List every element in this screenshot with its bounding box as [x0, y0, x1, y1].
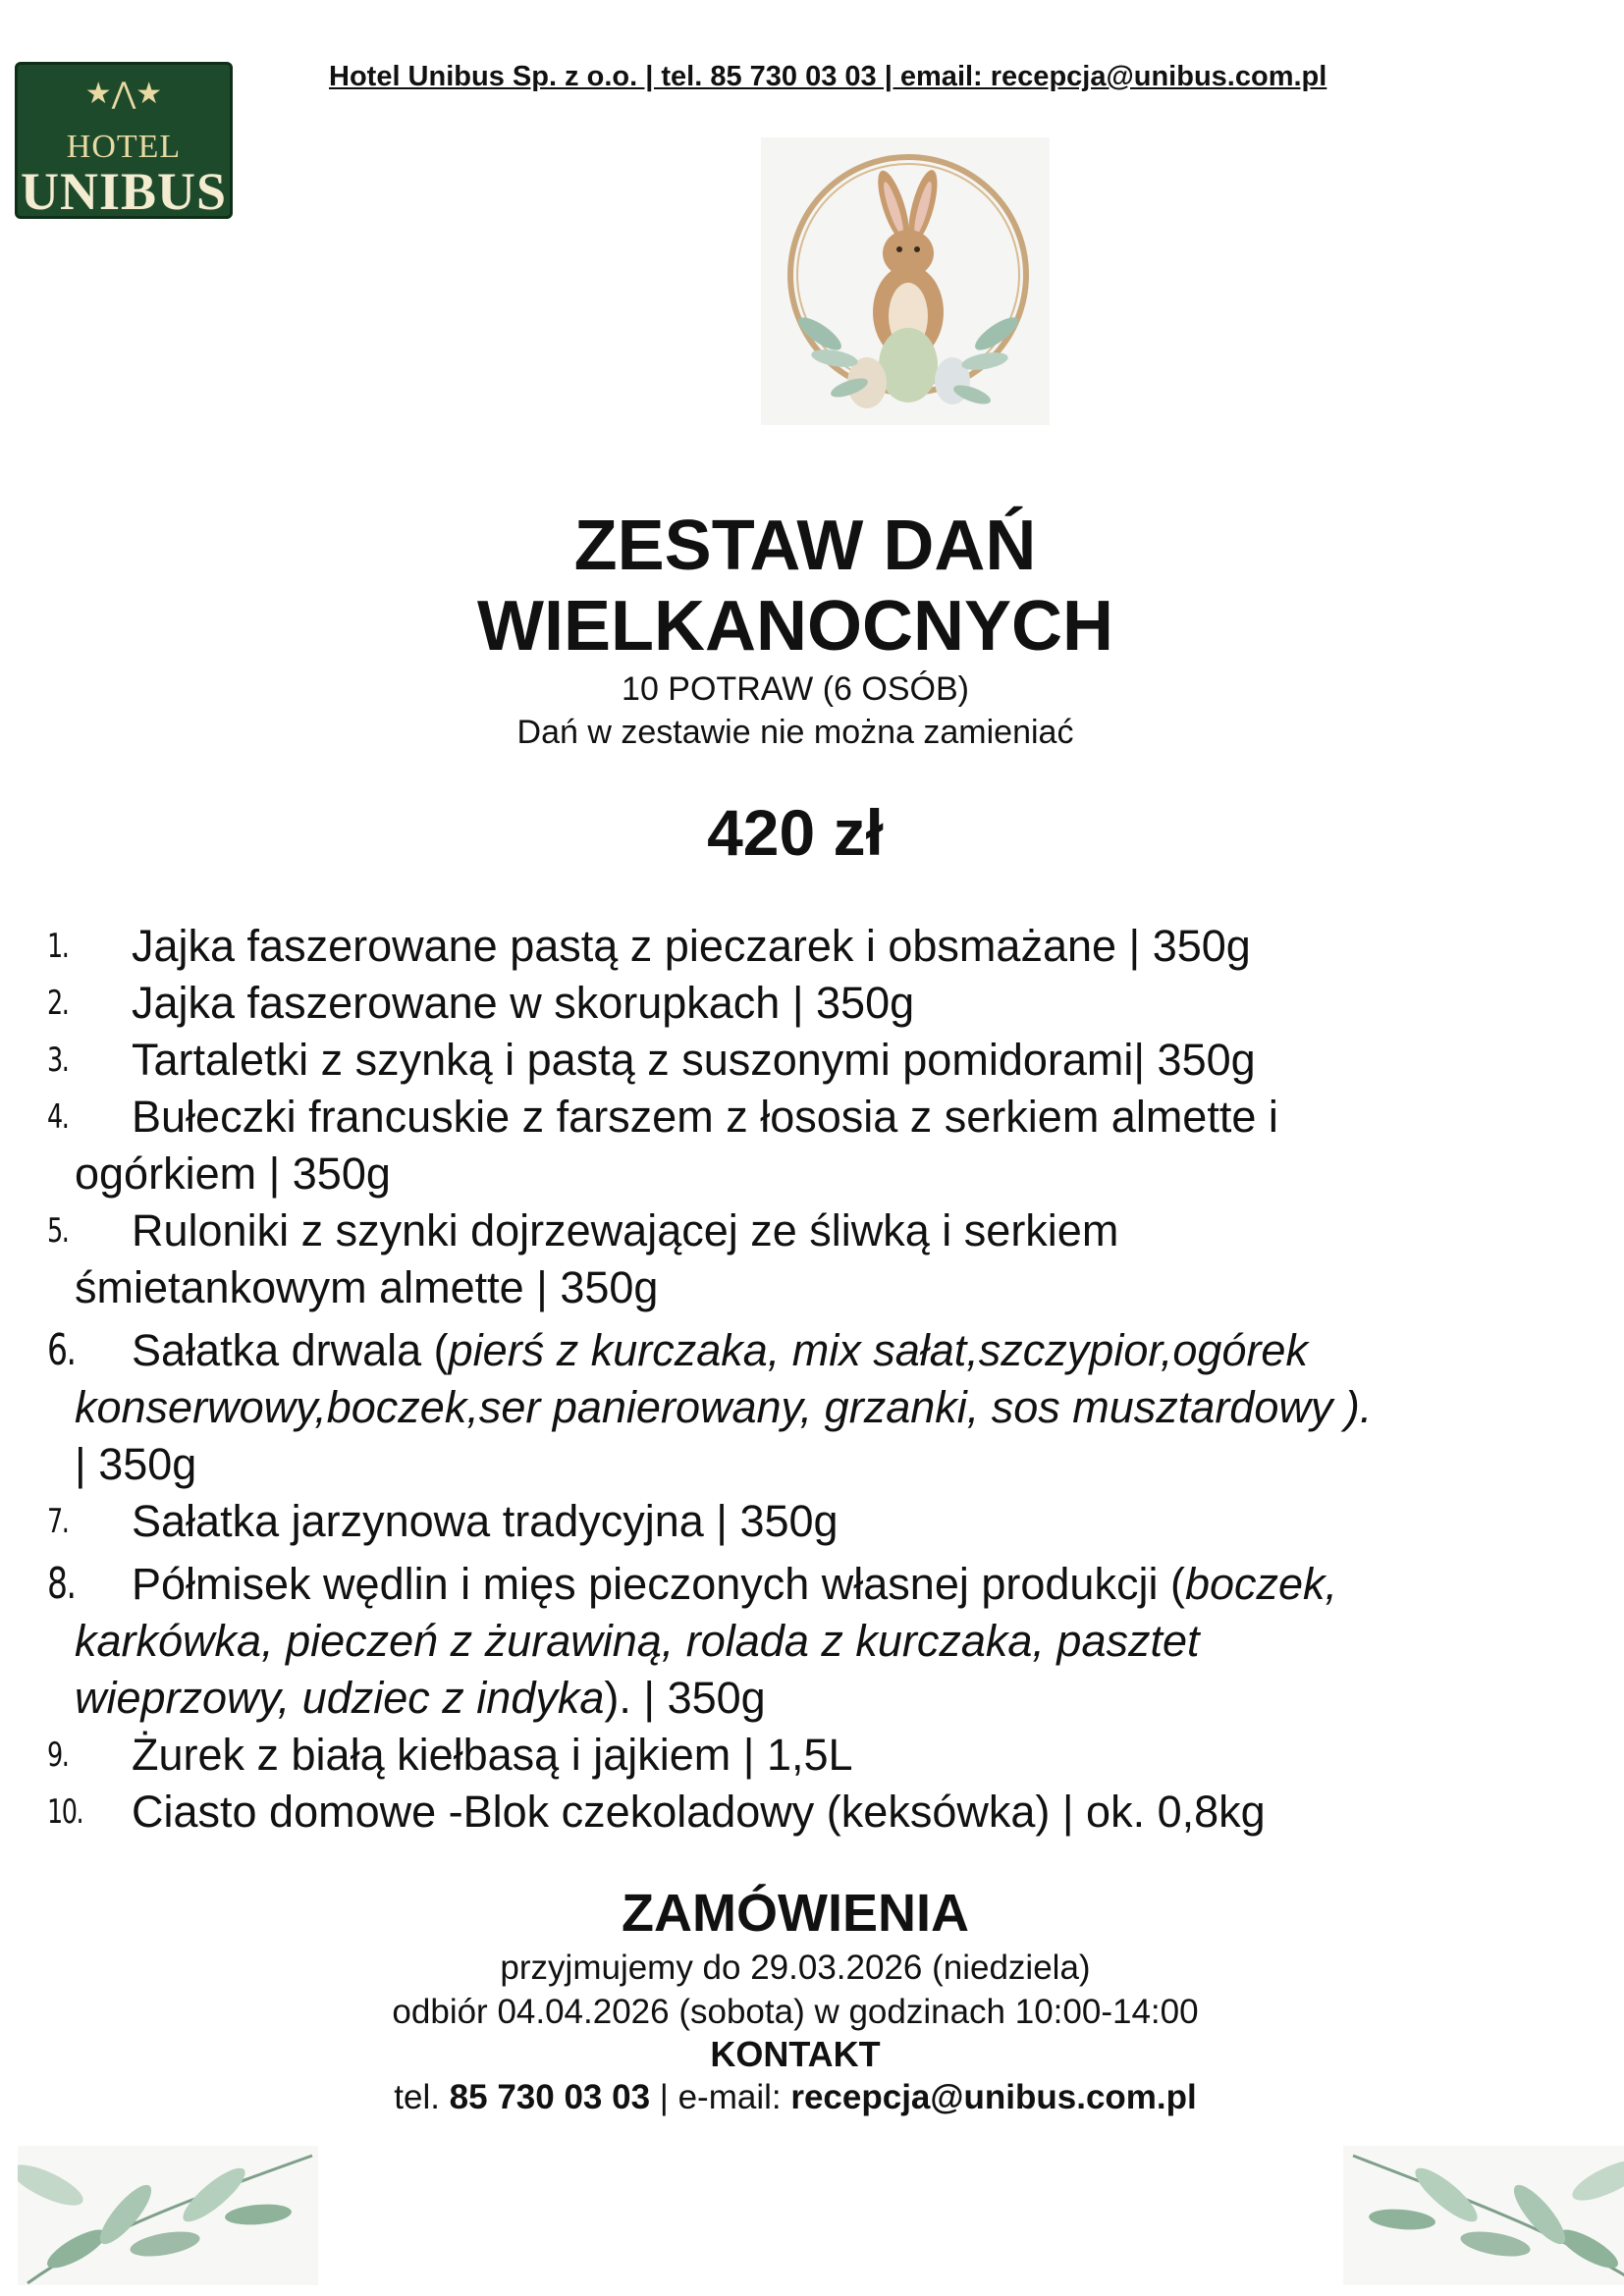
leaf-decoration-left — [18, 2146, 318, 2285]
menu-item-number: 8. — [47, 1559, 76, 1609]
logo-hotel-text: HOTEL — [66, 129, 182, 165]
menu-list — [47, 918, 1579, 1841]
menu-item — [47, 1032, 1579, 1089]
menu-item-text-continued: ogórkiem | 350g — [75, 1148, 391, 1199]
logo-name-text: UNIBUS — [20, 162, 228, 221]
menu-item — [47, 1784, 1579, 1841]
orders-heading: ZAMÓWIENIA — [622, 1884, 969, 1943]
menu-item-text: Bułeczki francuskie z farszem z łososia z serkiem almette i — [132, 1092, 1278, 1142]
hotel-logo — [15, 62, 233, 219]
contact-phone-label: tel. — [394, 2078, 450, 2116]
menu-item-number: 3. — [47, 1041, 69, 1080]
leaf-decoration-right — [1343, 2146, 1624, 2285]
menu-item-text: Żurek z białą kiełbasą i jajkiem | 1,5L — [132, 1730, 853, 1780]
menu-item — [47, 1202, 1579, 1316]
set-price: 420 zł — [707, 796, 884, 869]
contact-line — [0, 2078, 1591, 2117]
contact-email-label: | e-mail: — [650, 2078, 791, 2116]
menu-item-text-continued: karkówka, pieczeń z żurawiną, rolada z kurczaka, pasztet — [75, 1616, 1200, 1666]
contact-phone[interactable]: 85 730 03 03 — [449, 2078, 651, 2116]
menu-item-number: 2. — [47, 984, 69, 1023]
menu-item-number: 4. — [47, 1097, 69, 1137]
menu-item-text-regular: Sałatka drwala ( — [132, 1325, 449, 1375]
orders-deadline: przyjmujemy do 29.03.2026 (niedziela) — [500, 1949, 1091, 1987]
easter-bunny-wreath-image — [761, 137, 1050, 425]
menu-item-text-italic: boczek, — [1184, 1559, 1338, 1609]
logo-stars: ★⋀★ — [84, 77, 163, 111]
menu-item-text — [47, 1322, 1579, 1379]
menu-item-number: 7. — [47, 1502, 69, 1541]
menu-item-number: 6. — [47, 1325, 76, 1375]
page-title-line-2: WIELKANOCNYCH — [477, 587, 1113, 666]
menu-item — [47, 1493, 1579, 1550]
menu-item — [47, 1727, 1579, 1784]
contact-heading: KONTAKT — [710, 2034, 881, 2074]
menu-item-text: Jajka faszerowane pastą z pieczarek i obsmażane | 350g — [132, 921, 1251, 971]
set-size-subtitle: 10 POTRAW (6 OSÓB) — [622, 670, 969, 708]
menu-item-number: 9. — [47, 1735, 69, 1775]
menu-item-number: 5. — [47, 1211, 69, 1251]
menu-item-text-regular: Półmisek wędlin i mięs pieczonych własnej produkcji ( — [132, 1559, 1185, 1609]
menu-item-text: Ciasto domowe -Blok czekoladowy (keksówka) | ok. 0,8kg — [132, 1787, 1266, 1837]
menu-item-text: Tartaletki z szynką i pastą z suszonymi pomidorami| 350g — [132, 1035, 1256, 1085]
menu-item-text: Jajka faszerowane w skorupkach | 350g — [132, 978, 915, 1028]
menu-item — [47, 1556, 1579, 1727]
page-title-line-1: ZESTAW DAŃ — [573, 507, 1037, 585]
menu-item-weight: ). | 350g — [604, 1673, 766, 1723]
no-substitution-note: Dań w zestawie nie można zamieniać — [516, 714, 1074, 751]
menu-item-text-continued: konserwowy,boczek,ser panierowany, grzanki, sos musztardowy ). — [75, 1382, 1373, 1432]
menu-item-text: Sałatka jarzynowa tradycyjna | 350g — [132, 1496, 839, 1546]
menu-item — [47, 918, 1579, 975]
menu-item-text-continued: śmietankowym almette | 350g — [75, 1262, 659, 1312]
menu-item — [47, 1322, 1579, 1493]
orders-pickup: odbiór 04.04.2026 (sobota) w godzinach 10:00-14:00 — [392, 1993, 1199, 2031]
header-contact-line: Hotel Unibus Sp. z o.o. | tel. 85 730 03 03 | email: recepcja@unibus.com.pl — [329, 61, 1327, 92]
menu-item-text-italic: wieprzowy, udziec z indyka — [75, 1673, 605, 1723]
menu-item-text-italic: pierś z kurczaka, mix sałat,szczypior,ogórek — [448, 1325, 1308, 1375]
menu-item-text-continued — [47, 1670, 1579, 1727]
menu-item-number: 1. — [47, 927, 69, 966]
menu-item-text: Ruloniki z szynki dojrzewającej ze śliwką i serkiem — [132, 1205, 1119, 1255]
menu-item-number: 10. — [47, 1792, 83, 1832]
menu-item — [47, 1089, 1579, 1202]
menu-item-weight: | 350g — [75, 1439, 197, 1489]
menu-item — [47, 975, 1579, 1032]
menu-item-text — [47, 1556, 1579, 1613]
contact-email[interactable]: recepcja@unibus.com.pl — [790, 2078, 1197, 2116]
